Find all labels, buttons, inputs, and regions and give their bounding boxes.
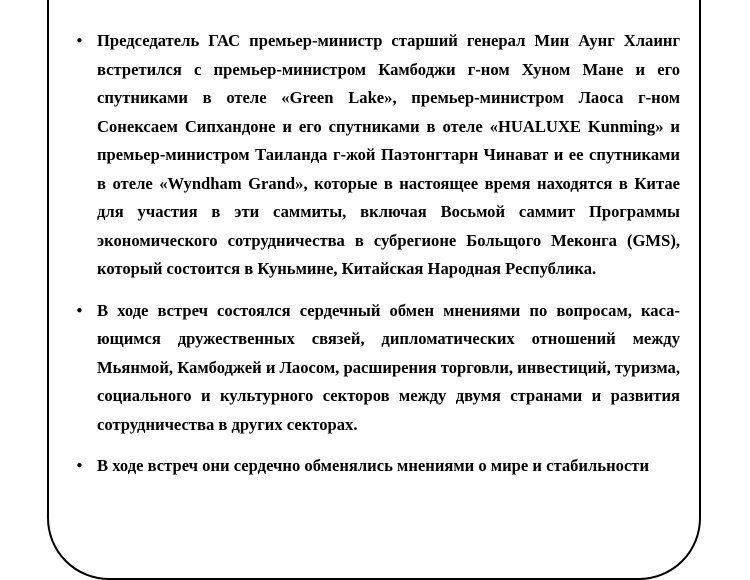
paragraph-text: Председатель ГАС премьер-министр старший генерал Мин Аунг Хлаинг встретился с премьер-министром Камбоджи г-ном Хуном Мане и его спутниками в отеле «Green Lake», премьер-министром Лаоса г-ном Сонексаем Сипхандоне и его спутниками в отеле «HUALUXE Kunming» и премьер-министром Таиланда г-жой Паэтонгтарн Чинават и ее спутниками в отеле «Wyndham Grand», которые в настоящее время находятся в Китае для участия в эти саммиты, включая Восьмой саммит Программы экономического сотрудничества в субрегионе Больщого Меконга (GMS), который состоится в Куньмине, Китайская Народная Республика. bbox=[97, 31, 680, 278]
paragraph-text: В ходе встреч состоялся сердечный обмен мнениями по вопросам, касающимся дружественных связей, дипломатических отношений между Мьянмой, Камбоджей и Лаосом, расширения торговли, инвестиций, туризма, социального и культурного секторов между двумя странами и развития сотрудничества в других секторах. bbox=[97, 300, 680, 434]
paragraph-text: В ходе встреч они сердечно обменялись мнениями о мире и стабильности bbox=[97, 456, 650, 475]
list-item bbox=[72, 27, 680, 284]
bullet-icon: • bbox=[75, 32, 84, 50]
list-item bbox=[72, 297, 680, 440]
bullet-icon: • bbox=[75, 301, 84, 320]
bullet-icon: • bbox=[75, 457, 84, 475]
list-item bbox=[72, 452, 680, 481]
bullet-list bbox=[72, 27, 680, 494]
